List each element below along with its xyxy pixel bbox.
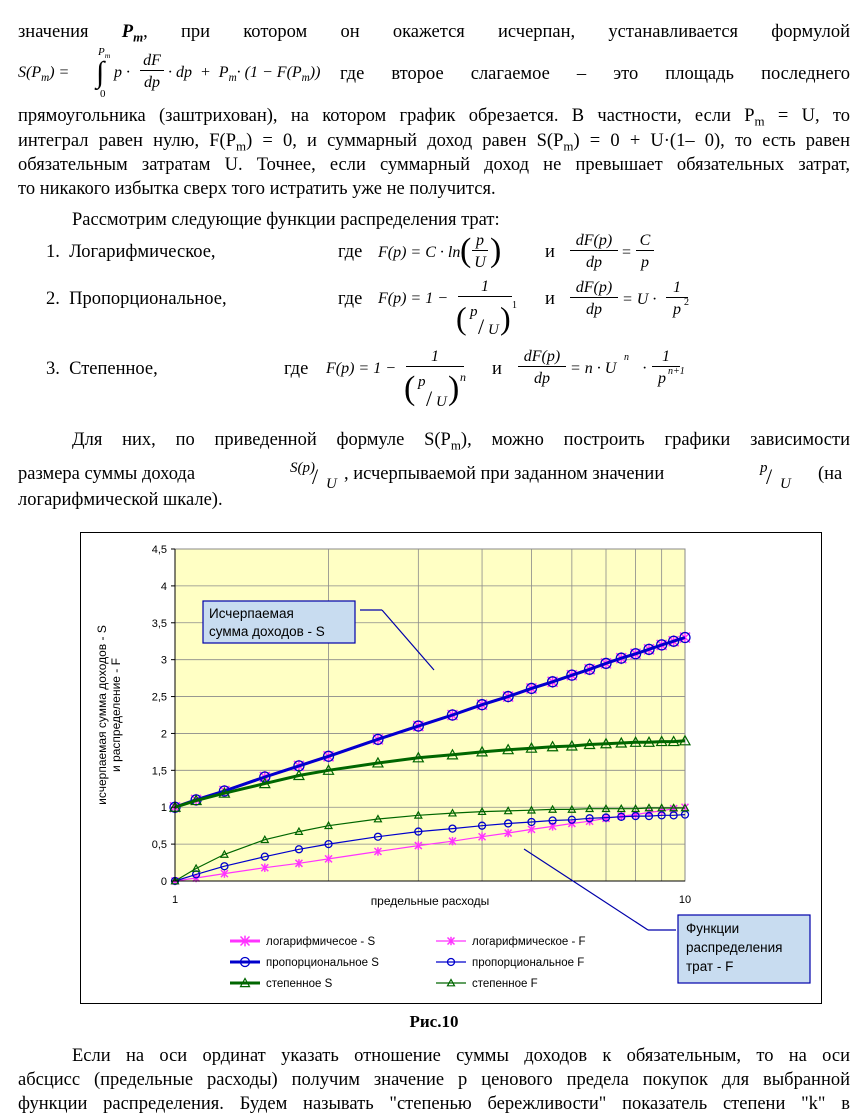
para4-line3: функции распределения. Будем называть "степенью бережливости" показатель степени "k" в xyxy=(18,1094,850,1114)
legend-label: логарифмическое - F xyxy=(472,936,586,948)
list-item-1-and: и xyxy=(545,242,555,262)
legend-label: степенное F xyxy=(472,978,538,990)
x-tick-label: 10 xyxy=(678,894,692,906)
figure-caption: Рис.10 xyxy=(409,1012,459,1031)
legend-label: степенное S xyxy=(266,978,333,990)
chart xyxy=(80,532,822,1004)
list-item-2-where: где xyxy=(338,289,363,309)
para4-line1: Если на оси ординат указать отношение суммы доходов к обязательным, то на оси xyxy=(72,1046,850,1066)
list-item-2: 2. Пропорциональное, xyxy=(46,289,227,309)
para3-line3: логарифмической шкале). xyxy=(18,490,223,510)
y-tick-label: 0 xyxy=(160,876,167,888)
legend-label: пропорциональное S xyxy=(266,957,379,969)
document-page: значения $P_m$, при котором он окажется исчерпан, устанавливается формулой $S(P_m)$ = $P_m$ ∫ 0 p · dF dp · dp + $P_m\cdot (1 - F(P_m))$ где второе слагаемое – это площадь последнего прямоугольника (заштрихован), на котором график обрезается. В частности, если $P_m = U$, то интеграл равен нулю, $F(P_m) = 0$, и суммарный доход равен $S(P_m) = 0 + U\cdot(1-$ 0), то есть равен обязательным затратам U. Точнее, если суммарный доход не превышает обязательных затрат, то никакого избытка сверх того истратить уже не получится. Рассмотрим следующие функции распределения трат: 1. Логарифмическое, где F(p) = C · ln ( p U ) и dF(p) dp = C p 2. Пропорциональное, где F(p) = 1 − 1 ( p / U ) 1 и dF(p) dp = U · 1 p 2 3. Степенное, где F(p) = 1 − 1 ( p / U ) n и dF(p) dp = n · U n · 1 p n+1 Для них, по приведенной формуле $S(P_m)$, можно построить графики зависимости размера суммы дохода S(p) / U , исчерпываемой при заданном значении p / U (на логарифмической шкале). 0 0,5 1 1,5 2 2,5 3 3,5 4 4,5 1 10 предельные расходы исчерпаемая сумма доходов - S и распределение - F Исчерпаемая сумма доходов - S Функции распределения трат - F логарифмичесое - S логарифмическое - F пропорциональное S пропорциональное F степенное S степенное F Рис.10 Если на оси ординат указать отношение суммы доходов к обязательным, то на оси абсцисс (предельные расходы) получим значение p ценового предела покупок для выбранной функции распределения. Будем называть "степенью бережливости" показатель степени "k" в xyxy=(0,0,868,1118)
y-tick-label: 3,5 xyxy=(151,617,167,630)
legend-label: пропорциональное F xyxy=(472,957,585,969)
y-axis-label-line1: исчерпаемая сумма доходов - S xyxy=(95,625,109,805)
para1-line5: обязательным затратам U. Точнее, если суммарный доход не превышает обязательных затрат, xyxy=(18,155,850,175)
y-tick-label: 4,5 xyxy=(151,544,167,556)
list-item-3-where: где xyxy=(284,359,309,379)
callout-s-line2: сумма доходов - S xyxy=(209,624,325,639)
y-tick-label: 2 xyxy=(160,728,167,741)
y-tick-label: 1,5 xyxy=(151,765,167,778)
plot-area xyxy=(175,549,685,881)
para1-line1: значения $P_m$, при котором он окажется исчерпан, устанавливается формулой xyxy=(18,22,851,45)
callout-s-line1: Исчерпаемая xyxy=(209,606,294,621)
para2: Рассмотрим следующие функции распределения трат: xyxy=(72,210,500,230)
para1-line4: интеграл равен нулю, $F(P_m) = 0$, и суммарный доход равен $S(P_m) = 0 + U\cdot(1-$ 0), то есть равен xyxy=(18,131,850,154)
para3-line1: Для них, по приведенной формуле $S(P_m)$, можно построить графики зависимости xyxy=(72,430,850,453)
y-tick-label: 3 xyxy=(160,654,167,667)
list-item-3: 3. Степенное, xyxy=(46,359,158,379)
list-item-2-and: и xyxy=(545,289,555,309)
para3-line2: размера суммы дохода S(p) / U , исчерпываемой при заданном значении p / U (на xyxy=(18,460,843,492)
list-item-1-where: где xyxy=(338,242,363,262)
x-axis-label: предельные расходы xyxy=(370,894,490,908)
y-tick-label: 0,5 xyxy=(151,839,167,852)
callout-f-line1: Функции xyxy=(686,921,740,936)
para1-line3: прямоугольника (заштрихован), на котором график обрезается. В частности, если $P_m = U$, то xyxy=(18,106,850,129)
y-tick-label: 2,5 xyxy=(151,691,167,704)
y-tick-label: 4 xyxy=(160,580,167,593)
x-tick-label: 1 xyxy=(171,894,179,906)
callout-f-line3: трат - F xyxy=(686,959,734,974)
para4-line2: абсцисс (предельные расходы) получим значение p ценового предела покупок для выбранной xyxy=(18,1070,850,1090)
y-axis-label-line2: и распределение - F xyxy=(109,658,123,772)
legend-label: логарифмичесое - S xyxy=(266,936,376,948)
callout-f-line2: распределения xyxy=(686,940,783,955)
list-item-1: 1. Логарифмическое, xyxy=(46,242,216,262)
y-tick-label: 1 xyxy=(160,802,167,815)
list-item-3-and: и xyxy=(492,359,502,379)
para1-line2: где второе слагаемое – это площадь последнего xyxy=(340,64,850,84)
para1-line6: то никакого избытка сверх того истратить уже не получится. xyxy=(18,179,496,199)
